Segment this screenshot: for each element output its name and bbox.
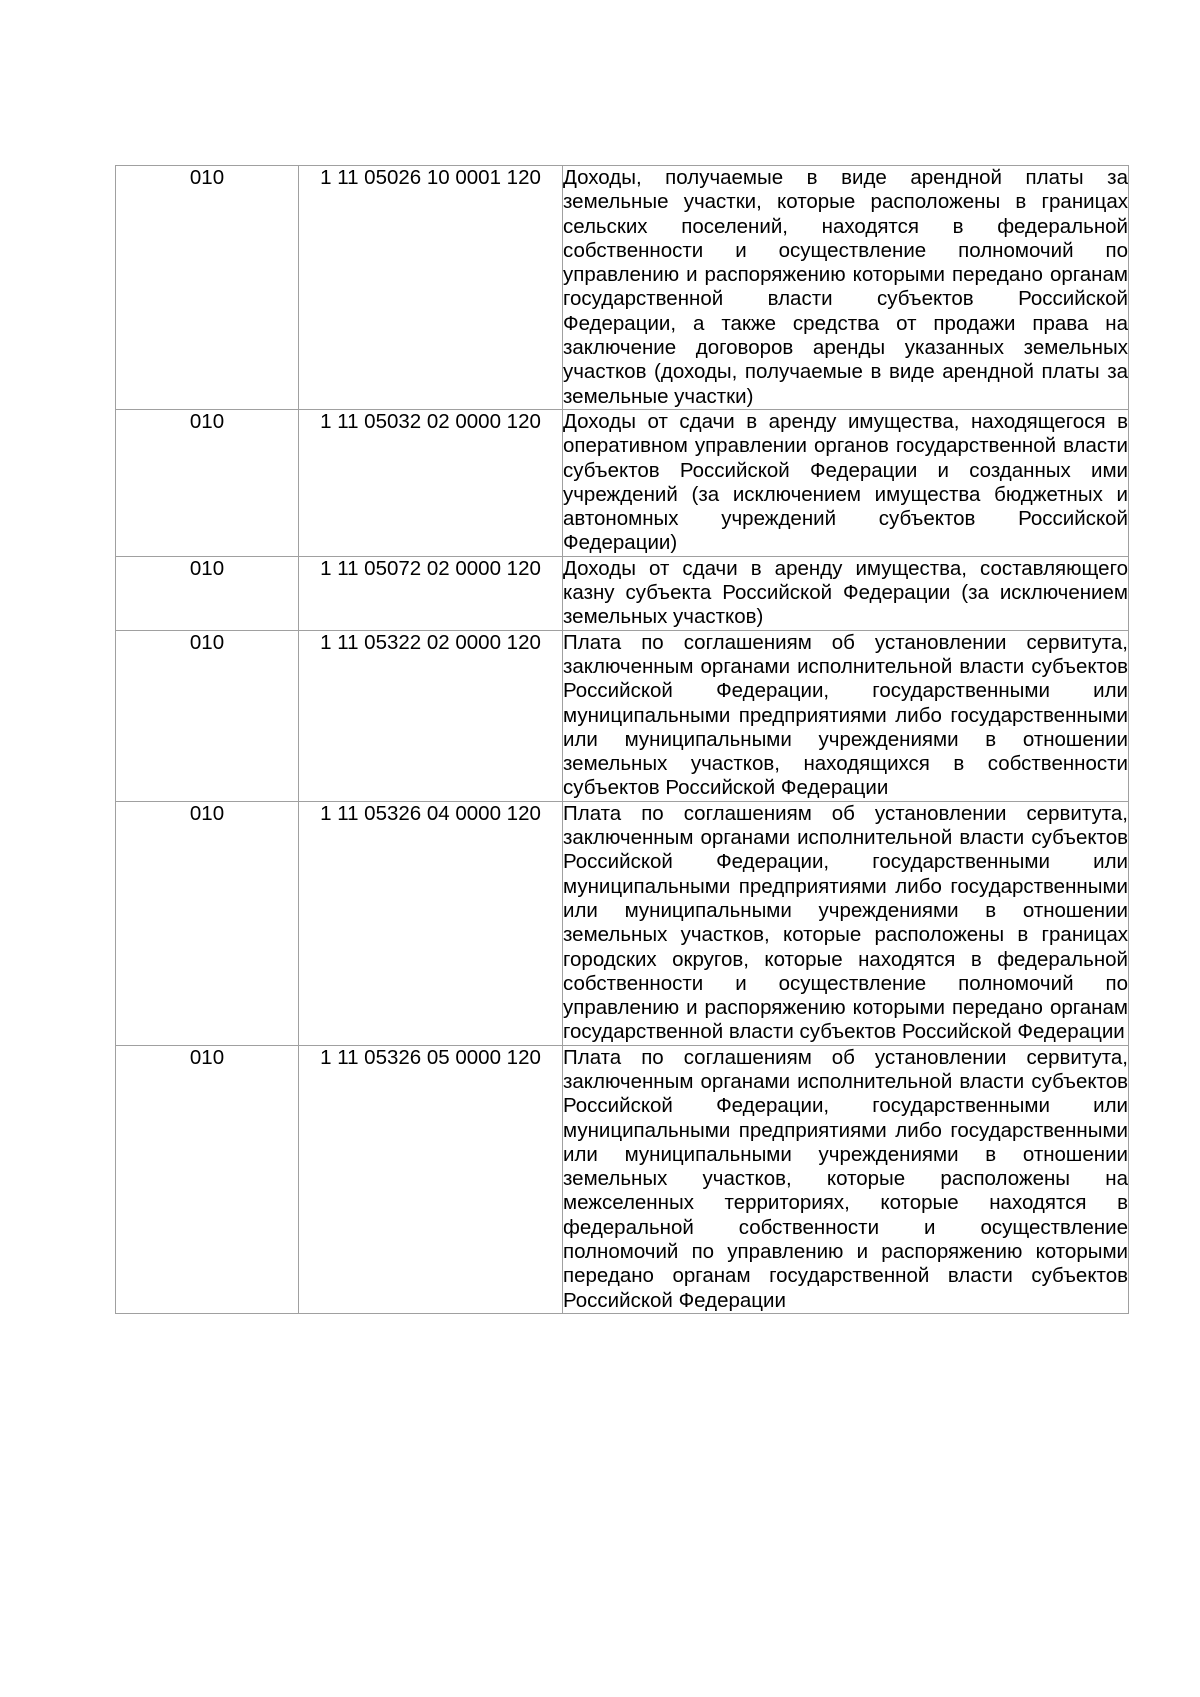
description-cell — [563, 556, 1129, 630]
description-cell — [563, 801, 1129, 1045]
description-text: Доходы, получаемые в виде арендной платы за земельные участки, которые расположены в границах сельских поселений, находятся в федеральной собственности и осуществление полномочий по управлению и распоряжению которыми передано органам государственной власти субъектов Российской Федерации, а также средства от продажи права на заключение договоров аренды указанных земельных участков (доходы, получаемые в виде арендной платы за земельные участки) — [563, 166, 1128, 408]
description-text: Плата по соглашениям об установлении сервитута, заключенным органами исполнительной власти субъектов Российской Федерации, государственными или муниципальными предприятиями либо государственными или муниципальными учреждениями в отношении земельных участков, которые расположены в границах городских округов, которые находятся в федеральной собственности и осуществление полномочий по управлению и распоряжению которыми передано органам государственной власти субъектов Российской Федерации — [563, 801, 1128, 1044]
kbk-code-cell: 1 11 05026 10 0001 120 — [299, 166, 563, 410]
table-row — [116, 1045, 1129, 1313]
admin-code-cell: 010 — [116, 556, 299, 630]
description-cell — [563, 166, 1129, 410]
admin-code-cell: 010 — [116, 409, 299, 556]
kbk-code-cell: 1 11 05326 05 0000 120 — [299, 1045, 563, 1313]
kbk-code-cell: 1 11 05032 02 0000 120 — [299, 409, 563, 556]
admin-code-cell: 010 — [116, 630, 299, 801]
description-cell — [563, 409, 1129, 556]
table-row — [116, 630, 1129, 801]
description-text: Плата по соглашениям об установлении сервитута, заключенным органами исполнительной власти субъектов Российской Федерации, государственными или муниципальными предприятиями либо государственными или муниципальными учреждениями в отношении земельных участков, находящихся в собственности субъектов Российской Федерации — [563, 630, 1128, 800]
admin-code-cell: 010 — [116, 1045, 299, 1313]
table-row — [116, 166, 1129, 410]
table-row — [116, 409, 1129, 556]
admin-code-cell: 010 — [116, 801, 299, 1045]
table-row — [116, 801, 1129, 1045]
description-cell — [563, 1045, 1129, 1313]
description-text: Плата по соглашениям об установлении сервитута, заключенным органами исполнительной власти субъектов Российской Федерации, государственными или муниципальными предприятиями либо государственными или муниципальными учреждениями в отношении земельных участков, которые расположены на межселенных территориях, которые находятся в федеральной собственности и осуществление полномочий по управлению и распоряжению которыми передано органам государственной власти субъектов Российской Федерации — [563, 1045, 1128, 1312]
kbk-code-cell: 1 11 05326 04 0000 120 — [299, 801, 563, 1045]
kbk-code-cell: 1 11 05072 02 0000 120 — [299, 556, 563, 630]
description-text: Доходы от сдачи в аренду имущества, составляющего казну субъекта Российской Федерации (за исключением земельных участков) — [563, 556, 1128, 629]
admin-code-cell: 010 — [116, 166, 299, 410]
description-cell — [563, 630, 1129, 801]
kbk-code-cell: 1 11 05322 02 0000 120 — [299, 630, 563, 801]
revenue-codes-table — [115, 165, 1129, 1314]
table-row — [116, 556, 1129, 630]
description-text: Доходы от сдачи в аренду имущества, находящегося в оперативном управлении органов государственной власти субъектов Российской Федерации и созданных ими учреждений (за исключением имущества бюджетных и автономных учреждений субъектов Российской Федерации) — [563, 409, 1128, 555]
